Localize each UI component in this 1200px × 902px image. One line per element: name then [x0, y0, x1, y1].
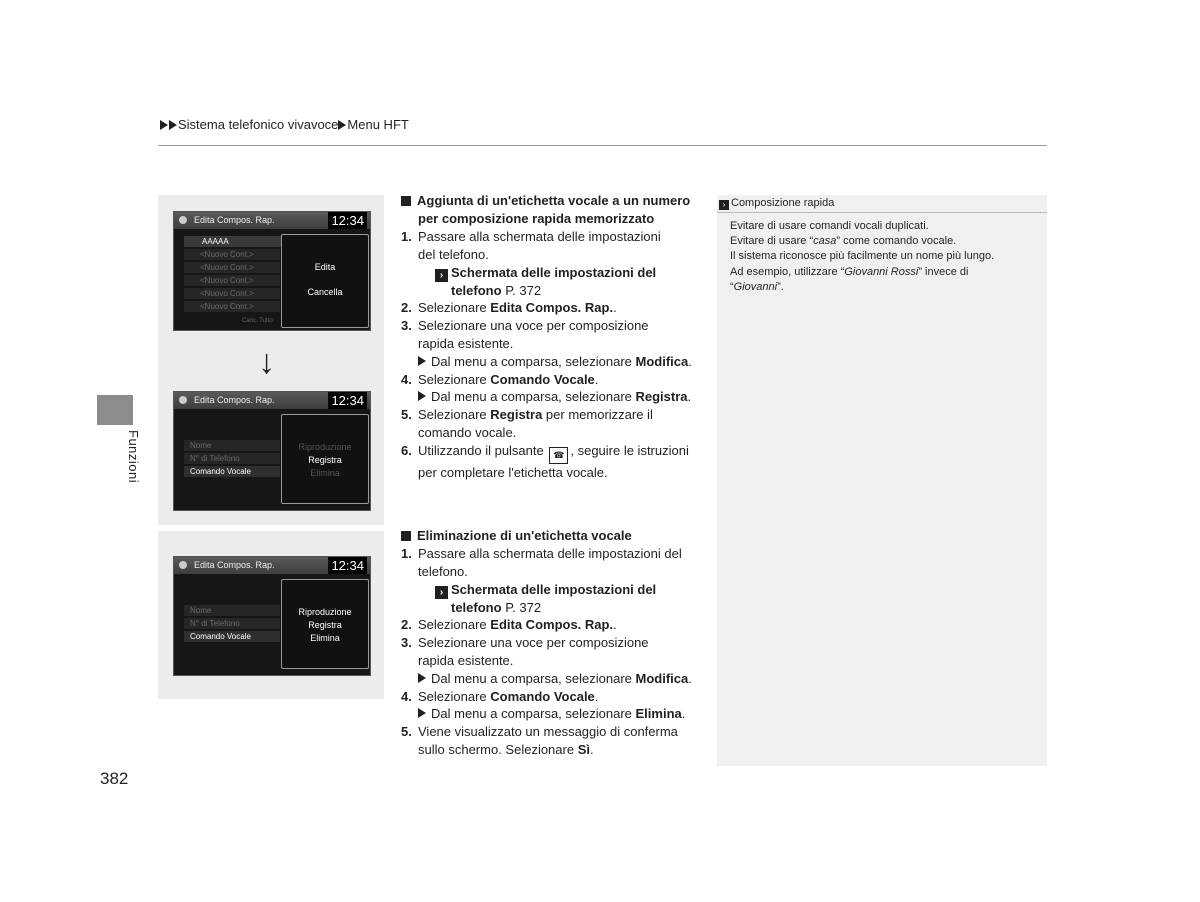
arrow-down-icon: ↓	[258, 343, 275, 381]
note-heading: › Composizione rapida	[717, 195, 1047, 213]
breadcrumb-current[interactable]: Menu HFT	[347, 117, 409, 132]
talk-button-icon: ☎	[549, 447, 568, 464]
list-item[interactable]: <Nuovo Cont.>	[184, 288, 280, 299]
note-icon: ›	[719, 200, 729, 210]
screen-clock: 12:34	[328, 392, 367, 409]
page-number: 382	[100, 769, 129, 788]
list-item[interactable]: N° di Telefono	[184, 453, 280, 464]
record-option[interactable]: Registra	[308, 455, 342, 465]
step: 1. Passare alla schermata delle impostazioni	[401, 229, 661, 244]
list-item[interactable]: <Nuovo Cont.>	[184, 249, 280, 260]
popup-menu	[281, 579, 369, 669]
list-item[interactable]: Nome	[184, 605, 280, 616]
step: 3. Selezionare una voce per composizione	[401, 318, 649, 334]
chapter-tab	[97, 395, 133, 425]
delete-all-button[interactable]: Canc. Tutto	[242, 318, 273, 324]
sub-step: Dal menu a comparsa, selezionare Modifica.	[401, 353, 711, 371]
screen-title: Edita Compos. Rap.	[194, 395, 275, 405]
step: 5. Viene visualizzato un messaggio di conferma	[401, 724, 678, 740]
page-reference[interactable]: telefono P. 372	[451, 282, 542, 298]
home-icon	[179, 561, 187, 569]
step: 1. Passare alla schermata delle impostazioni del	[401, 546, 682, 561]
screen-speed-dial-list	[173, 211, 371, 331]
screen-clock: 12:34	[328, 557, 367, 574]
breadcrumb-parent[interactable]: Sistema telefonico vivavoce	[178, 117, 339, 132]
playback-option[interactable]: Riproduzione	[298, 607, 352, 617]
bullet-triangle-icon	[418, 356, 426, 366]
page-reference[interactable]: › Schermata delle impostazioni del	[401, 581, 711, 599]
breadcrumb-arrow-icon	[338, 120, 346, 130]
chapter-label: Funzioni	[126, 430, 141, 484]
screen-voice-tag-menu	[173, 391, 371, 511]
note-box	[717, 195, 1047, 766]
list-item[interactable]: <Nuovo Cont.>	[184, 275, 280, 286]
screen-title: Edita Compos. Rap.	[194, 560, 275, 570]
step: 5. Selezionare Registra per memorizzare il	[401, 407, 653, 423]
header-divider	[158, 145, 1047, 146]
popup-menu	[281, 414, 369, 504]
heading-square-icon	[401, 196, 411, 206]
bullet-triangle-icon	[418, 708, 426, 718]
breadcrumb-arrow-icon	[160, 120, 168, 130]
home-icon	[179, 216, 187, 224]
bullet-triangle-icon	[418, 673, 426, 683]
heading-square-icon	[401, 531, 411, 541]
reference-arrow-icon: ›	[435, 586, 448, 599]
step: 2. Selezionare Edita Compos. Rap..	[401, 617, 617, 633]
note-body: Evitare di usare comandi vocali duplicati. Evitare di usare “casa” come comando vocale. Il sistema riconosce più facilmente un nome più lungo. Ad esempio, utilizzare “Giovanni Rossi” invece di “Giovanni”.	[730, 220, 995, 293]
section-heading: Aggiunta di un'etichetta vocale a un numero per composizione rapida memorizzato	[401, 192, 711, 228]
step: 4. Selezionare Comando Vocale.	[401, 371, 599, 387]
screen-title: Edita Compos. Rap.	[194, 215, 275, 225]
section-heading: Eliminazione di un'etichetta vocale	[401, 527, 711, 545]
sub-step: Dal menu a comparsa, selezionare Registra.	[401, 388, 711, 406]
step: 3. Selezionare una voce per composizione	[401, 635, 649, 651]
screen-header	[174, 557, 370, 574]
screen-header	[174, 392, 370, 409]
record-option[interactable]: Registra	[308, 620, 342, 630]
list-item[interactable]: Comando Vocale	[184, 631, 280, 642]
step: 4. Selezionare Comando Vocale.	[401, 688, 599, 704]
breadcrumb	[160, 117, 409, 132]
delete-option[interactable]: Elimina	[310, 468, 340, 478]
screen-header	[174, 212, 370, 229]
screen-voice-tag-menu-delete	[173, 556, 371, 676]
section-delete-voice-tag: Eliminazione di un'etichetta vocale 1. Passare alla schermata delle impostazioni del telefono. › Schermata delle impostazioni del telefono P. 372 2. Selezionare Edita Compos. Rap.. 3. Selezionare una voce per composizione rapida esistente. Dal menu a comparsa, selezionare Modifica. 4. Selezionare Comando Vocale. Dal menu a comparsa, selezionare Elimina. 5. Viene visualizzato un messaggio di conferma sullo schermo. Selezionare Sì.	[401, 527, 711, 759]
step: 6. Utilizzando il pulsante ☎ , seguire le istruzioni	[401, 442, 711, 464]
page-reference[interactable]: › Schermata delle impostazioni del	[401, 264, 711, 282]
breadcrumb-arrow-icon	[169, 120, 177, 130]
sub-step: Dal menu a comparsa, selezionare Elimina.	[401, 705, 711, 723]
delete-option[interactable]: Cancella	[307, 287, 343, 297]
playback-option[interactable]: Riproduzione	[298, 442, 352, 452]
step: 2. Selezionare Edita Compos. Rap..	[401, 300, 617, 316]
list-item[interactable]: <Nuovo Cont.>	[184, 262, 280, 273]
edit-option[interactable]: Edita	[314, 262, 336, 272]
home-icon	[179, 396, 187, 404]
bullet-triangle-icon	[418, 391, 426, 401]
page-reference[interactable]: telefono P. 372	[451, 599, 542, 615]
reference-arrow-icon: ›	[435, 269, 448, 282]
list-item[interactable]: AAAAA	[184, 236, 282, 247]
list-item[interactable]: Nome	[184, 440, 280, 451]
popup-menu	[281, 234, 369, 328]
delete-option[interactable]: Elimina	[310, 633, 340, 643]
list-item[interactable]: Comando Vocale	[184, 466, 280, 477]
sub-step: Dal menu a comparsa, selezionare Modifica.	[401, 670, 711, 688]
list-item[interactable]: N° di Telefono	[184, 618, 280, 629]
list-item[interactable]: <Nuovo Cont.>	[184, 301, 280, 312]
section-add-voice-tag: Aggiunta di un'etichetta vocale a un numero per composizione rapida memorizzato 1. Passare alla schermata delle impostazioni del telefono. › Schermata delle impostazioni del telefono P. 372 2. Selezionare Edita Compos. Rap.. 3. Selezionare una voce per composizione rapida esistente. Dal menu a comparsa, selezionare Modifica. 4. Selezionare Comando Vocale. Dal menu a comparsa, selezionare Registra. 5. Selezionare Registra per memorizzare il comando vocale. 6. Utilizzando il pulsante ☎ , seguire le istruzioni per completare l'etichetta vocale.	[401, 192, 711, 482]
screen-clock: 12:34	[328, 212, 367, 229]
